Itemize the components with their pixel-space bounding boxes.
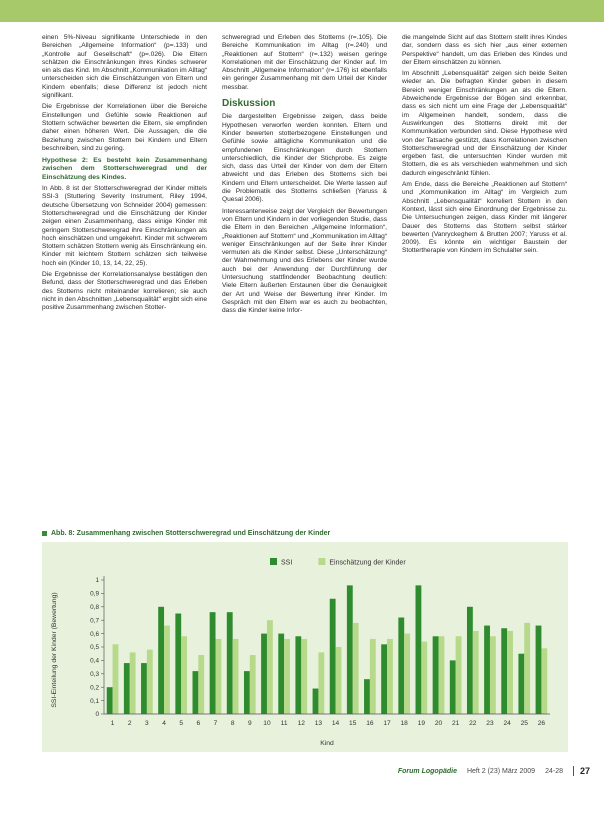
bar-ssi-9 bbox=[244, 671, 250, 714]
x-tick-label: 9 bbox=[247, 720, 252, 727]
bar-ssi-11 bbox=[278, 634, 284, 714]
paragraph: Die Ergebnisse der Korrelationen über die Bereiche Einstellungen und Gefühle sowie Reaktionen auf Stottern schwächer bewerten die Eltern, sie empfinden daher einen höheren Wert. Die Aussagen, die die Beziehung zwischen Stottern bei Kindern und Eltern beschreiben, sind zu gering. bbox=[42, 103, 207, 152]
bar-einschaetzung-2 bbox=[130, 652, 136, 714]
y-tick-label: 0,5 bbox=[90, 644, 99, 652]
bar-einschaetzung-10 bbox=[267, 620, 273, 714]
y-axis-label: SSI-Einteilung der Kinder (Bewertung) bbox=[51, 592, 58, 708]
y-tick-label: 0,7 bbox=[90, 617, 99, 625]
x-tick-label: 22 bbox=[469, 720, 477, 727]
x-tick-label: 21 bbox=[451, 720, 460, 727]
bar-einschaetzung-11 bbox=[284, 639, 290, 714]
x-tick-label: 25 bbox=[520, 720, 528, 727]
bar-ssi-17 bbox=[381, 644, 387, 714]
bar-ssi-22 bbox=[467, 607, 473, 714]
bar-ssi-20 bbox=[433, 636, 439, 714]
bar-ssi-6 bbox=[193, 671, 199, 714]
legend-swatch bbox=[270, 558, 277, 565]
paragraph: schweregrad und Erleben des Stotterns (r=.105). Die Bereiche Kommunikation im Alltag (r=.240) und „Reaktionen auf Stottern“ (r=.132) weisen geringe Korrelationen mit der Einschätzung der Kinder auf. Im Abschnitt „Allgemeine Information“ (r=.176) ist ebenfalls ein geringer Zusammenhang mit dem Urteil der Kinder messbar. bbox=[222, 34, 387, 91]
figure-caption-text: Abb. 8: Zusammenhang zwischen Stotterschweregrad und Einschätzung der Kinder bbox=[51, 530, 331, 537]
bar-einschaetzung-3 bbox=[147, 650, 153, 714]
hypothesis-heading: Hypothese 2: Es besteht kein Zusammenhang zwischen dem Stotterschweregrad und der Einschätzung des Kindes. bbox=[42, 157, 207, 181]
footer-pages: 24-28 bbox=[545, 767, 563, 775]
paragraph: die mangelnde Sicht auf das Stottern stellt ihres Kindes dar, sondern dass es sich hier „aus einer externen Perspektive“ handelt, um das Erleben des Kindes und der Eltern einschätzen zu können. bbox=[402, 34, 567, 66]
y-tick-label: 0,6 bbox=[90, 630, 99, 638]
bar-ssi-13 bbox=[313, 689, 319, 714]
bar-einschaetzung-16 bbox=[370, 639, 376, 714]
bar-ssi-16 bbox=[364, 679, 370, 714]
bar-ssi-2 bbox=[124, 663, 130, 714]
x-tick-label: 26 bbox=[537, 720, 546, 727]
x-tick-label: 12 bbox=[297, 720, 305, 727]
bar-einschaetzung-21 bbox=[456, 636, 462, 714]
bar-ssi-7 bbox=[210, 612, 216, 714]
paragraph: einen 5%-Niveau signifikante Unterschiede in den Bereichen „Allgemeine Information“ (p=.133) und „Kontrolle auf Gesellschaft“ (p=.026). Die Eltern schätzen die Einschränkungen ihres Kindes schwerer ein als das Kind. Im Abschnitt „Kommunikation im Alltag“ unterscheiden sich die Einschätzungen von Eltern und Kindern ebenfalls; diese Differenz ist jedoch nicht signifikant. bbox=[42, 34, 207, 100]
bar-einschaetzung-9 bbox=[250, 655, 256, 714]
y-tick-label: 0,3 bbox=[90, 671, 99, 678]
chart-legend bbox=[270, 558, 406, 567]
y-tick-label: 0 bbox=[95, 711, 99, 719]
bar-einschaetzung-14 bbox=[336, 647, 342, 714]
x-tick-label: 5 bbox=[179, 720, 184, 727]
bar-einschaetzung-15 bbox=[353, 623, 359, 714]
text-column-3 bbox=[402, 34, 567, 518]
y-tick-label: 0,1 bbox=[90, 697, 99, 705]
bar-ssi-1 bbox=[107, 687, 113, 714]
bar-ssi-19 bbox=[416, 585, 422, 714]
chart-container bbox=[42, 542, 568, 752]
x-tick-label: 3 bbox=[145, 720, 149, 727]
bar-ssi-4 bbox=[158, 607, 164, 714]
x-tick-label: 7 bbox=[213, 720, 218, 727]
bar-group bbox=[107, 585, 548, 714]
x-tick-label: 10 bbox=[263, 720, 271, 727]
bar-einschaetzung-26 bbox=[541, 648, 547, 714]
bar-chart bbox=[42, 542, 568, 752]
page-footer bbox=[360, 764, 590, 778]
text-column-2 bbox=[222, 34, 387, 518]
header-color-band bbox=[0, 0, 604, 22]
y-tick-label: 0,8 bbox=[90, 604, 99, 611]
bar-ssi-23 bbox=[484, 626, 490, 714]
x-tick-label: 1 bbox=[110, 720, 115, 727]
x-tick-label: 20 bbox=[434, 720, 443, 727]
x-tick-label: 17 bbox=[383, 720, 391, 727]
caption-square-icon bbox=[42, 531, 47, 536]
bar-ssi-5 bbox=[175, 614, 181, 715]
bar-ssi-10 bbox=[261, 634, 267, 714]
x-tick-label: 16 bbox=[366, 720, 374, 727]
bar-einschaetzung-4 bbox=[164, 626, 170, 714]
paragraph: Interessanterweise zeigt der Vergleich der Bewertungen von Eltern und Kindern in der vorliegenden Studie, dass die Eltern in den Bereichen „Allgemeine Information“, „Reaktionen auf Stottern“ und „Kommunikation im Alltag“ weniger Einschränkungen auf der Seite ihrer Kinder vermuten als die Kinder selbst. Diese „Unterschätzung“ der Wahrnehmung und des Erlebens der Kinder wurde auch bei der Anwendung der Durchführung der Untersuchung stattfindender Beobachtung deutlich: Viele Eltern äußerten Erstaunen über die Genauigkeit der Art und Weise der Bewertung ihrer Kinder. Im Gespräch mit den Eltern war es auch zu beobachten, dass die Kinder keine Infor- bbox=[222, 207, 387, 315]
bar-einschaetzung-24 bbox=[507, 631, 513, 714]
x-tick-label: 24 bbox=[503, 720, 511, 727]
paragraph: In Abb. 8 ist der Stotterschweregrad der Kinder mittels SSI-3 (Stuttering Severity Instrument, Riley 1994, deutsche Übersetzung von Schneider 2004) gemessen: Stotterschweregrad und die Einschätzung der Kinder zeigen einen Zusammenhang, dass einige Kinder mit geringem Stotterschweregrad ihre Einschränkungen als hoch einschätzen und umgekehrt. Kinder mit schwerem Stottern schätzen Stottern wenig als Einschränkung ein. Kinder mit leichtem Stottern schätzen sich teilweise hoch ein (Kinder 10, 13, 14, 22, 25). bbox=[42, 185, 207, 267]
footer-issue: Heft 2 (23) März 2009 bbox=[466, 767, 536, 775]
bar-einschaetzung-13 bbox=[318, 652, 324, 714]
y-tick-label: 0,2 bbox=[90, 684, 99, 692]
legend-label: SSI bbox=[281, 559, 293, 567]
figure-caption bbox=[42, 530, 568, 537]
bar-ssi-14 bbox=[330, 599, 336, 714]
bar-ssi-3 bbox=[141, 663, 147, 714]
bar-einschaetzung-1 bbox=[113, 644, 119, 714]
x-tick-label: 19 bbox=[417, 720, 426, 727]
x-tick-label: 15 bbox=[349, 720, 357, 727]
bar-ssi-24 bbox=[501, 628, 507, 714]
text-column-1 bbox=[42, 34, 207, 518]
bar-ssi-21 bbox=[450, 660, 456, 714]
y-tick-label: 0,9 bbox=[90, 590, 99, 598]
bar-einschaetzung-17 bbox=[387, 639, 393, 714]
paragraph: Am Ende, dass die Bereiche „Reaktionen auf Stottern“ und „Kommunikation im Alltag“ im Vergleich zum Abschnitt „Lebensqualität“ korreliert Stottern in den Kontext, lässt sich eine Einordnung der Ergebnisse zu. Die Untersuchungen zeigen, dass Kinder mit längerer Dauer des Stotterns das Stottern selbst stärker bewerten (Vanryckeghem & Brutten 2007; Yaruss et al. 2009). Es könnte ein wichtiger Baustein der Stottertherapie von Kindern im Schulalter sein. bbox=[402, 181, 567, 255]
legend-swatch bbox=[318, 558, 325, 565]
bar-ssi-12 bbox=[295, 636, 301, 714]
x-tick-label: 8 bbox=[230, 720, 235, 727]
x-tick-label: 4 bbox=[162, 720, 166, 727]
x-tick-label: 14 bbox=[331, 720, 340, 727]
x-tick-label: 13 bbox=[314, 720, 323, 727]
bar-ssi-15 bbox=[347, 585, 353, 714]
bar-ssi-25 bbox=[518, 654, 524, 714]
x-tick-label: 2 bbox=[127, 720, 132, 727]
paragraph: Die Ergebnisse der Korrelationsanalyse bestätigen den Befund, dass der Stotterschweregrad und das Erleben des Stotterns nicht miteinander korrelieren; sie auch nicht in den Abschnitten „Lebensqualität“ ergibt sich eine positive Zusammenhang zwischen Stotter- bbox=[42, 271, 207, 312]
bar-einschaetzung-23 bbox=[490, 636, 496, 714]
x-axis-label: Kind bbox=[320, 740, 334, 747]
paragraph: Im Abschnitt „Lebensqualität“ zeigen sich beide Seiten wieder an. Die befragten Kinder geben in diesem Bereich weniger Einschränkungen an als die Eltern. Abweichende Ergebnisse der Bögen sind erkennbar, dass es sich nicht um eine Frage der „Lebensqualität“ im Allgemeinen handelt, sondern, dass die Auswirkungen des Stotterns direkt mit der Kommunikation verbunden sind. Diese Hypothese wird von der Tatsache gestützt, dass Korrelationen zwischen Stotterschweregrad und der Einschätzung der Kinder ergeben fast, die untersuchten Kinder wurden mit Stottern, die es als verschieden wahrnehmen und sich dadurch eingeschränkt fühlen. bbox=[402, 70, 567, 177]
bar-einschaetzung-22 bbox=[473, 631, 479, 714]
page-number: 27 bbox=[573, 766, 590, 776]
footer-journal: Forum Logopädie bbox=[397, 767, 457, 775]
bar-einschaetzung-12 bbox=[301, 639, 307, 714]
x-tick-label: 11 bbox=[280, 720, 288, 727]
bar-einschaetzung-18 bbox=[404, 634, 410, 714]
bar-einschaetzung-19 bbox=[421, 642, 427, 714]
x-axis bbox=[104, 714, 550, 727]
x-tick-label: 23 bbox=[486, 720, 494, 727]
bar-einschaetzung-7 bbox=[216, 639, 222, 714]
section-heading-diskussion: Diskussion bbox=[222, 98, 276, 110]
legend-label: Einschätzung der Kinder bbox=[329, 559, 406, 567]
y-tick-label: 1 bbox=[95, 577, 99, 585]
y-axis bbox=[90, 576, 104, 718]
bar-ssi-8 bbox=[227, 612, 233, 714]
bar-einschaetzung-25 bbox=[524, 623, 530, 714]
bar-einschaetzung-6 bbox=[198, 655, 204, 714]
bar-einschaetzung-5 bbox=[181, 636, 187, 714]
bar-einschaetzung-8 bbox=[233, 639, 239, 714]
paragraph: Die dargestellten Ergebnisse zeigen, dass beide Hypothesen verworfen werden konnten. Eltern und Kinder bewerten stotterbezogene Einstellungen und Gefühle sowie alltägliche Kommunikation und die empfundenen Einschränkungen durch Stottern unterschiedlich, die Kinder der Stichprobe. Es zeigte sich, dass das Urteil der Kinder von dem der Eltern abweicht und das Erleben des Stotterns sich bei Kindern und Eltern unterscheidet. Die Werte lassen auf die Problematik des Stotterns schließen (Yaruss & Quesal 2006). bbox=[222, 113, 387, 204]
article-columns bbox=[42, 34, 568, 518]
y-tick-label: 0,4 bbox=[90, 657, 99, 665]
x-tick-label: 18 bbox=[400, 720, 408, 727]
bar-einschaetzung-20 bbox=[439, 636, 445, 714]
bar-ssi-26 bbox=[536, 626, 542, 714]
bar-ssi-18 bbox=[398, 618, 404, 714]
x-tick-label: 6 bbox=[196, 720, 201, 727]
